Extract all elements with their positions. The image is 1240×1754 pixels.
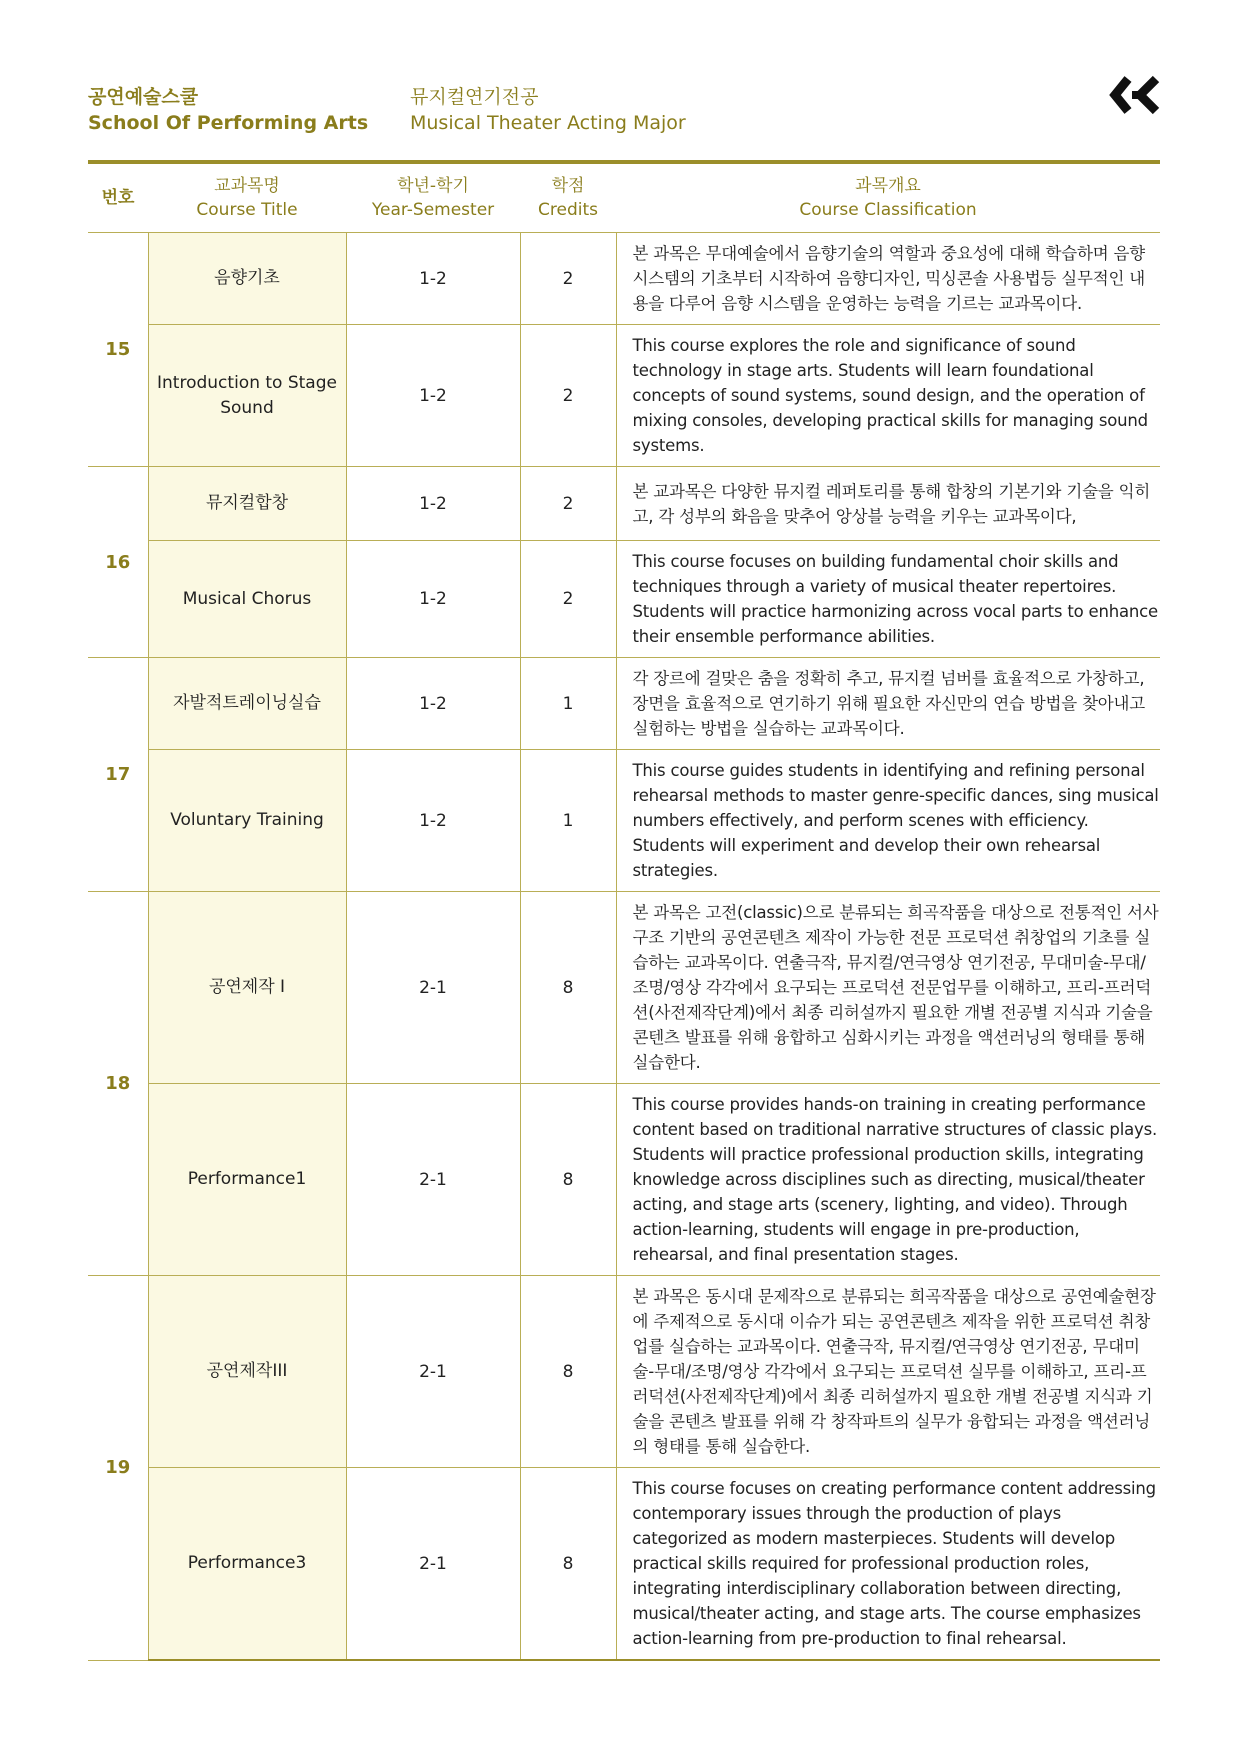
table-row (88, 1084, 1160, 1276)
header-course-title (148, 164, 346, 233)
header-class-en: Course Classification (799, 200, 977, 220)
credits: 2 (520, 467, 616, 541)
table-row (88, 892, 1160, 1084)
course-description-en: This course guides students in identifying and refining personal rehearsal methods to master genre-specific dances, sing musical numbers effectively, and perform scenes with efficiency. Students will experiment and develop their own rehearsal strategies. (616, 750, 1160, 892)
header-title-en: Course Title (196, 200, 298, 220)
course-description-ko: 각 장르에 걸맞은 춤을 정확히 추고, 뮤지컬 넘버를 효율적으로 가창하고, 장면을 효율적으로 연기하기 위해 필요한 자신만의 연습 방법을 찾아내고 실험하는 방법을 실습하는 교과목이다. (616, 658, 1160, 750)
header-year-ko: 학년-학기 (397, 176, 469, 196)
course-title-en: Performance1 (148, 1084, 346, 1276)
table-row (88, 467, 1160, 541)
year-semester: 1-2 (346, 325, 520, 467)
ck-logo-icon (1102, 74, 1160, 116)
header-credits (520, 164, 616, 233)
course-title-ko: 공연제작 I (148, 892, 346, 1084)
header-credits-ko: 학점 (551, 176, 585, 196)
school-name-en: School Of Performing Arts (88, 112, 369, 134)
year-semester: 2-1 (346, 892, 520, 1084)
course-title-en: Voluntary Training (148, 750, 346, 892)
table-row (88, 1468, 1160, 1661)
table-row (88, 541, 1160, 658)
course-title-en: Musical Chorus (148, 541, 346, 658)
credits: 2 (520, 325, 616, 467)
school-name-ko: 공연예술스쿨 (88, 86, 199, 108)
header-title-ko: 교과목명 (214, 176, 280, 196)
course-description-en: This course explores the role and significance of sound technology in stage arts. Students will learn foundational concepts of sound systems, sound design, and the operation of mixing consoles, developing practical skills for managing sound systems. (616, 325, 1160, 467)
credits: 8 (520, 1276, 616, 1468)
year-semester: 1-2 (346, 233, 520, 325)
major-name (410, 84, 686, 136)
year-semester: 1-2 (346, 658, 520, 750)
course-table (88, 164, 1160, 1661)
course-description-en: This course provides hands-on training in creating performance content based on traditional narrative structures of classic plays. Students will practice professional production skills, integrating knowledge across disciplines such as directing, musical/theater acting, and stage arts (scenery, lighting, and video). Through action-learning, students will engage in pre-production, rehearsal, and final presentation stages. (616, 1084, 1160, 1276)
header-class-ko: 과목개요 (855, 176, 921, 196)
header-credits-en: Credits (538, 200, 598, 220)
course-description-en: This course focuses on creating performance content addressing contemporary issues through the production of plays categorized as modern masterpieces. Students will develop practical skills required for professional production roles, integrating interdisciplinary collaboration between directing, musical/theater acting, and stage arts. The course emphasizes action-learning from pre-production to final rehearsal. (616, 1468, 1160, 1661)
major-name-en: Musical Theater Acting Major (410, 112, 686, 134)
credits: 1 (520, 658, 616, 750)
credits: 8 (520, 1468, 616, 1661)
major-name-ko: 뮤지컬연기전공 (410, 86, 539, 108)
course-number: 17 (88, 658, 148, 892)
table-row (88, 325, 1160, 467)
course-title-ko: 공연제작III (148, 1276, 346, 1468)
course-description-en: This course focuses on building fundamental choir skills and techniques through a variety of musical theater repertoires. Students will practice harmonizing across vocal parts to enhance their ensemble performance abilities. (616, 541, 1160, 658)
course-title-en: Introduction to Stage Sound (148, 325, 346, 467)
header-number: 번호 (88, 164, 148, 233)
course-number: 18 (88, 892, 148, 1276)
course-description-ko: 본 과목은 무대예술에서 음향기술의 역할과 중요성에 대해 학습하며 음향 시스템의 기초부터 시작하여 음향디자인, 믹싱콘솔 사용법등 실무적인 내용을 다루어 음향 시스템을 운영하는 능력을 기르는 교과목이다. (616, 233, 1160, 325)
credits: 8 (520, 892, 616, 1084)
year-semester: 1-2 (346, 541, 520, 658)
table-header-row (88, 164, 1160, 233)
credits: 2 (520, 233, 616, 325)
course-title-ko: 뮤지컬합창 (148, 467, 346, 541)
year-semester: 1-2 (346, 467, 520, 541)
credits: 2 (520, 541, 616, 658)
credits: 1 (520, 750, 616, 892)
page-header (88, 84, 1160, 164)
course-description-ko: 본 과목은 동시대 문제작으로 분류되는 희곡작품을 대상으로 공연예술현장에 주제적으로 동시대 이슈가 되는 공연콘텐츠 제작을 위한 프로덕션 취창업를 실습하는 교과목이다. 연출극작, 뮤지컬/연극영상 연기전공, 무대미술-무대/조명/영상 각각에서 요구되는 프로덕션 실무를 이해하고, 프리-프러덕션(사전제작단계)에서 최종 리허설까지 필요한 개별 전공별 지식과 기술을 콘텐츠 발표를 위해 각 창작파트의 실무가 융합되는 과정을 액션러닝의 형태를 통해 실습한다. (616, 1276, 1160, 1468)
credits: 8 (520, 1084, 616, 1276)
table-row (88, 233, 1160, 325)
header-classification (616, 164, 1160, 233)
year-semester: 1-2 (346, 750, 520, 892)
year-semester: 2-1 (346, 1084, 520, 1276)
year-semester: 2-1 (346, 1276, 520, 1468)
table-row (88, 750, 1160, 892)
course-title-ko: 자발적트레이닝실습 (148, 658, 346, 750)
course-number: 16 (88, 467, 148, 658)
header-year-en: Year-Semester (371, 200, 495, 220)
table-row (88, 658, 1160, 750)
course-number: 19 (88, 1276, 148, 1661)
table-row (88, 1276, 1160, 1468)
course-title-en: Performance3 (148, 1468, 346, 1661)
course-description-ko: 본 교과목은 다양한 뮤지컬 레퍼토리를 통해 합창의 기본기와 기술을 익히고, 각 성부의 화음을 맞추어 앙상블 능력을 키우는 교과목이다, (616, 467, 1160, 541)
school-name (88, 84, 368, 136)
header-year-semester (346, 164, 520, 233)
course-description-ko: 본 과목은 고전(classic)으로 분류되는 희곡작품을 대상으로 전통적인 서사구조 기반의 공연콘텐츠 제작이 가능한 전문 프로덕션 취창업의 기초를 실습하는 교과목이다. 연출극작, 뮤지컬/연극영상 연기전공, 무대미술-무대/조명/영상 각각에서 요구되는 프로덕션 전문업무를 이해하고, 프리-프러덕션(사전제작단계)에서 최종 리허설까지 필요한 개별 전공별 지식과 기술을 콘텐츠 발표를 위해 융합하고 심화시키는 과정을 액션러닝의 형태를 통해 실습한다. (616, 892, 1160, 1084)
course-number: 15 (88, 233, 148, 467)
year-semester: 2-1 (346, 1468, 520, 1661)
course-title-ko: 음향기초 (148, 233, 346, 325)
